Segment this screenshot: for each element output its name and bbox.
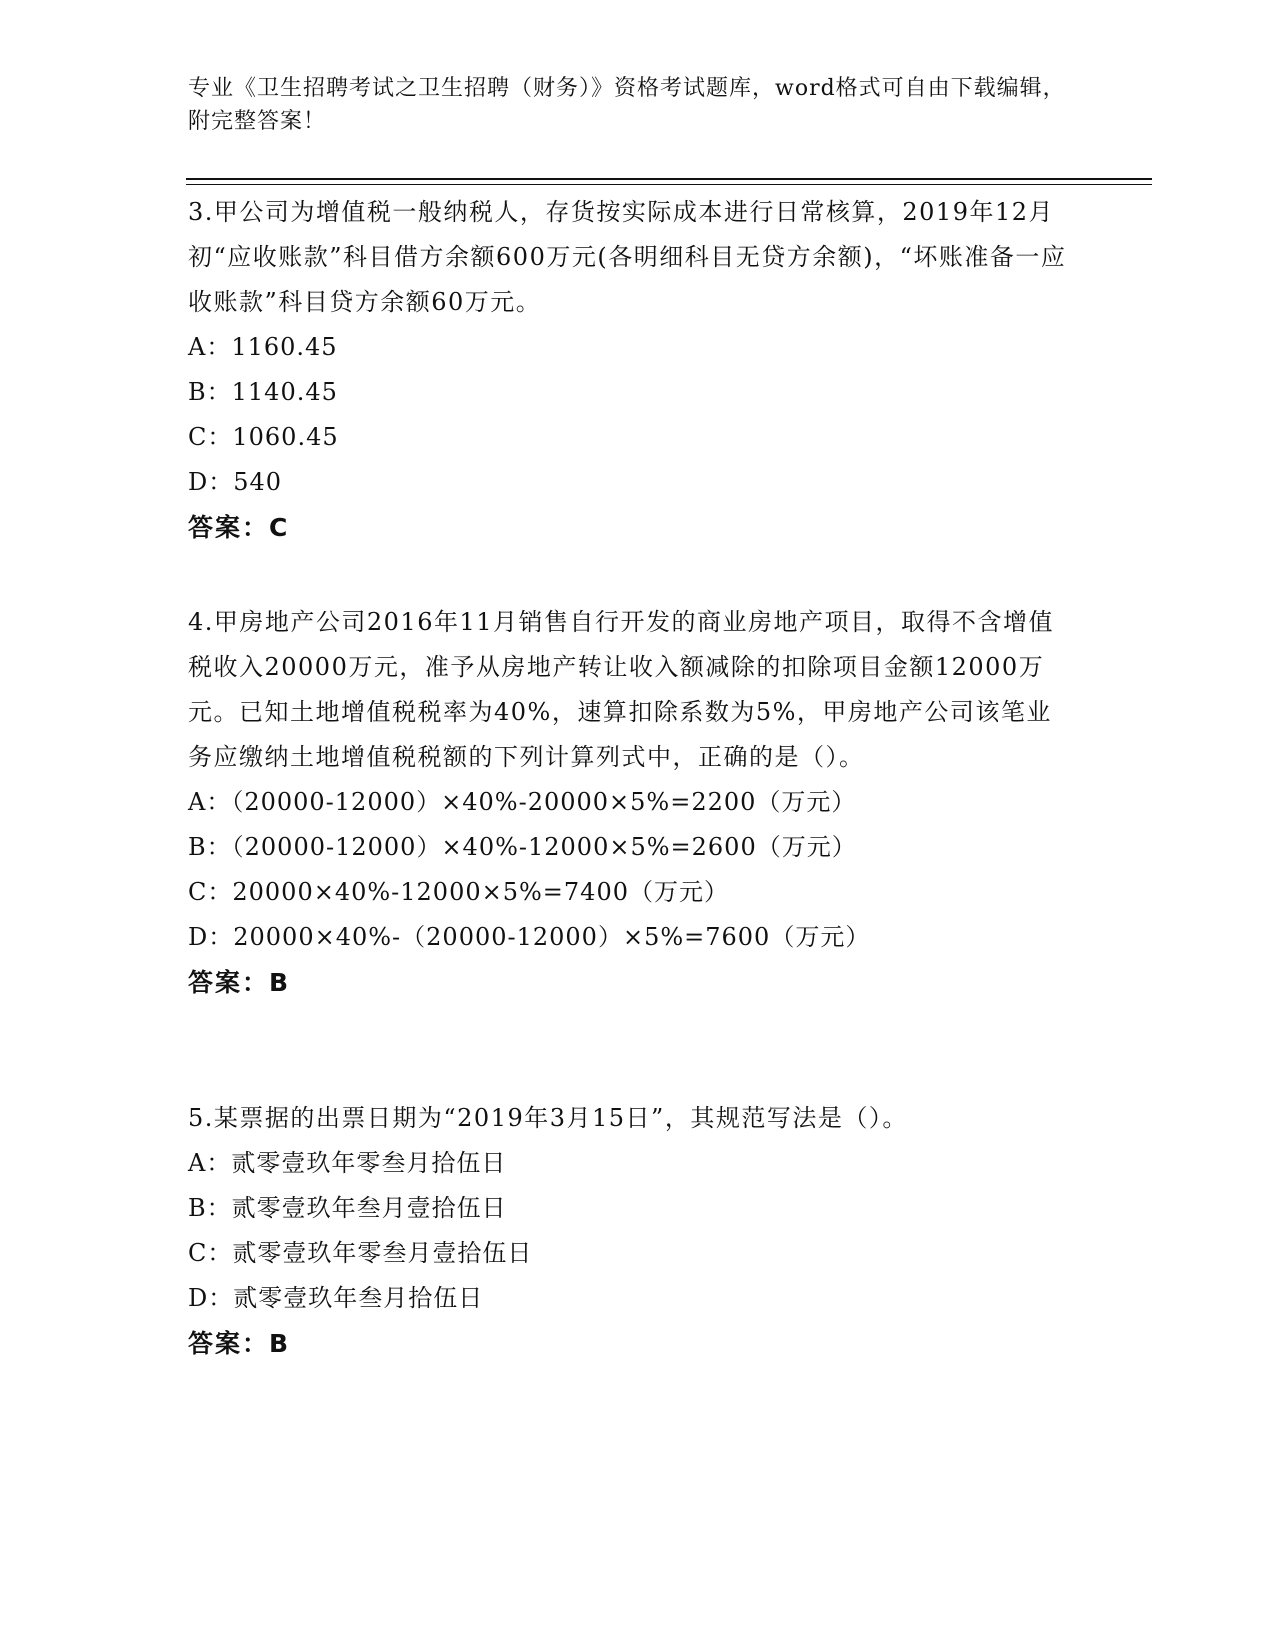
option-b: B：（20000-12000）×40%-12000×5%=2600（万元） xyxy=(188,833,857,861)
header-divider-thick xyxy=(186,178,1152,180)
option-b: B：1140.45 xyxy=(188,378,338,406)
option-c: C：20000×40%-12000×5%=7400（万元） xyxy=(188,878,729,906)
question-stem: 3.甲公司为增值税一般纳税人，存货按实际成本进行日常核算，2019年12月初“应收账款”科目借方余额600万元(各明细科目无贷方余额)，“坏账准备一应收账款”科目贷方余额60万元。 xyxy=(188,198,1067,316)
option-d: D：540 xyxy=(188,468,283,496)
answer-line: 答案：B xyxy=(188,1329,291,1358)
header-divider-thin xyxy=(186,184,1152,185)
question-5 xyxy=(188,1096,1068,1366)
question-stem: 4.甲房地产公司2016年11月销售自行开发的商业房地产项目，取得不含增值税收入20000万元，准予从房地产转让收入额减除的扣除项目金额12000万元。已知土地增值税税率为40%，速算扣除系数为5%，甲房地产公司该笔业务应缴纳土地增值税税额的下列计算列式中，正确的是（）。 xyxy=(188,608,1055,771)
option-d: D：20000×40%-（20000-12000）×5%=7600（万元） xyxy=(188,923,871,951)
option-a: A：贰零壹玖年零叁月拾伍日 xyxy=(188,1149,507,1177)
question-3 xyxy=(188,190,1068,550)
question-stem: 5.某票据的出票日期为“2019年3月15日”，其规范写法是（）。 xyxy=(188,1104,908,1132)
question-4 xyxy=(188,600,1068,1005)
option-a: A：（20000-12000）×40%-20000×5%=2200（万元） xyxy=(188,788,857,816)
answer-line: 答案：B xyxy=(188,968,291,997)
option-c: C：贰零壹玖年零叁月壹拾伍日 xyxy=(188,1239,533,1267)
document-header: 专业《卫生招聘考试之卫生招聘（财务）》资格考试题库，word格式可自由下载编辑，附完整答案！ xyxy=(188,76,1066,134)
option-d: D：贰零壹玖年叁月拾伍日 xyxy=(188,1284,484,1312)
answer-line: 答案：C xyxy=(188,513,290,542)
option-b: B：贰零壹玖年叁月壹拾伍日 xyxy=(188,1194,507,1222)
option-a: A：1160.45 xyxy=(188,333,338,361)
option-c: C：1060.45 xyxy=(188,423,339,451)
